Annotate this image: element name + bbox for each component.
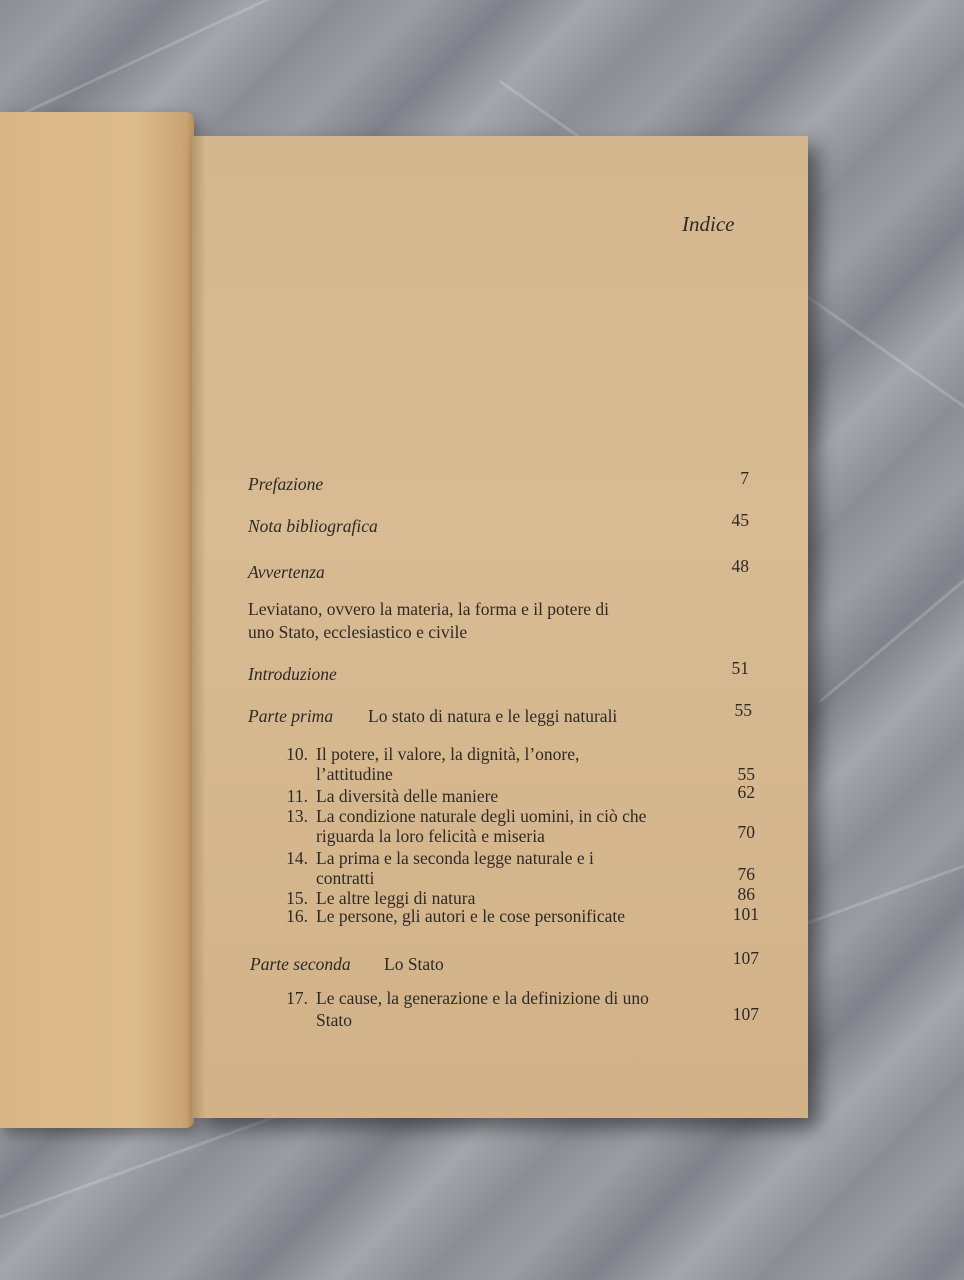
spine-shadow — [192, 136, 206, 1118]
page-title: Indice — [682, 212, 735, 236]
entry-page: 48 — [731, 556, 749, 576]
chapter-page: 86 — [737, 884, 755, 904]
chapter-page: 70 — [737, 822, 755, 842]
chapter-page: 76 — [737, 864, 755, 884]
chapter-title: Le cause, la generazione e la definizione di uno — [316, 988, 649, 1008]
chapter-number: 16. — [286, 906, 308, 926]
chapter-number: 15. — [286, 888, 308, 908]
part-page: 55 — [734, 700, 752, 720]
chapter-row — [192, 848, 808, 888]
chapter-title: La diversità delle maniere — [316, 786, 499, 806]
work-title — [248, 598, 609, 644]
part-title: Lo Stato — [384, 954, 444, 974]
chapter-number: 17. — [286, 988, 308, 1008]
right-page — [192, 136, 808, 1118]
chapter-page: 107 — [732, 1004, 759, 1024]
part-label: Parte seconda — [250, 954, 351, 974]
chapter-title: La condizione naturale degli uomini, in ciò che — [316, 806, 647, 826]
chapter-row — [192, 782, 808, 806]
entry-label: Prefazione — [248, 474, 324, 494]
entry-label: Nota bibliografica — [248, 516, 378, 536]
work-title-line: uno Stato, ecclesiastico e civile — [248, 622, 468, 642]
work-title-line: Leviatano, ovvero la materia, la forma e il potere di — [248, 599, 610, 619]
chapter-number: 11. — [286, 786, 308, 806]
left-page — [0, 112, 194, 1128]
chapter-row — [192, 988, 808, 1028]
entry-page: 51 — [731, 658, 749, 678]
part-label: Parte prima — [248, 706, 334, 726]
chapter-number: 13. — [286, 806, 308, 826]
chapter-title-cont: riguarda la loro felicità e miseria — [316, 826, 545, 846]
part-title: Lo stato di natura e le leggi naturali — [368, 706, 618, 726]
chapter-title-cont: contratti — [316, 868, 375, 888]
chapter-row — [192, 806, 808, 846]
chapter-number: 14. — [286, 848, 308, 868]
floor-seam — [819, 0, 964, 703]
chapter-row — [192, 744, 808, 784]
chapter-page: 101 — [732, 904, 759, 924]
chapter-title-cont: l’attitudine — [316, 764, 393, 784]
chapter-page: 55 — [737, 764, 755, 784]
entry-label: Avvertenza — [248, 562, 325, 582]
part-page: 107 — [732, 948, 759, 968]
entry-page: 7 — [740, 468, 749, 488]
chapter-title: Le altre leggi di natura — [316, 888, 476, 908]
chapter-title: Il potere, il valore, la dignità, l’onore, — [316, 744, 580, 764]
chapter-title: Le persone, gli autori e le cose personificate — [316, 906, 626, 926]
entry-label: Introduzione — [248, 664, 337, 684]
chapter-number: 10. — [286, 744, 308, 764]
entry-page: 45 — [731, 510, 749, 530]
chapter-page: 62 — [737, 782, 755, 802]
chapter-title-cont: Stato — [316, 1010, 352, 1030]
chapter-title: La prima e la seconda legge naturale e i — [316, 848, 594, 868]
chapter-row — [192, 906, 808, 926]
